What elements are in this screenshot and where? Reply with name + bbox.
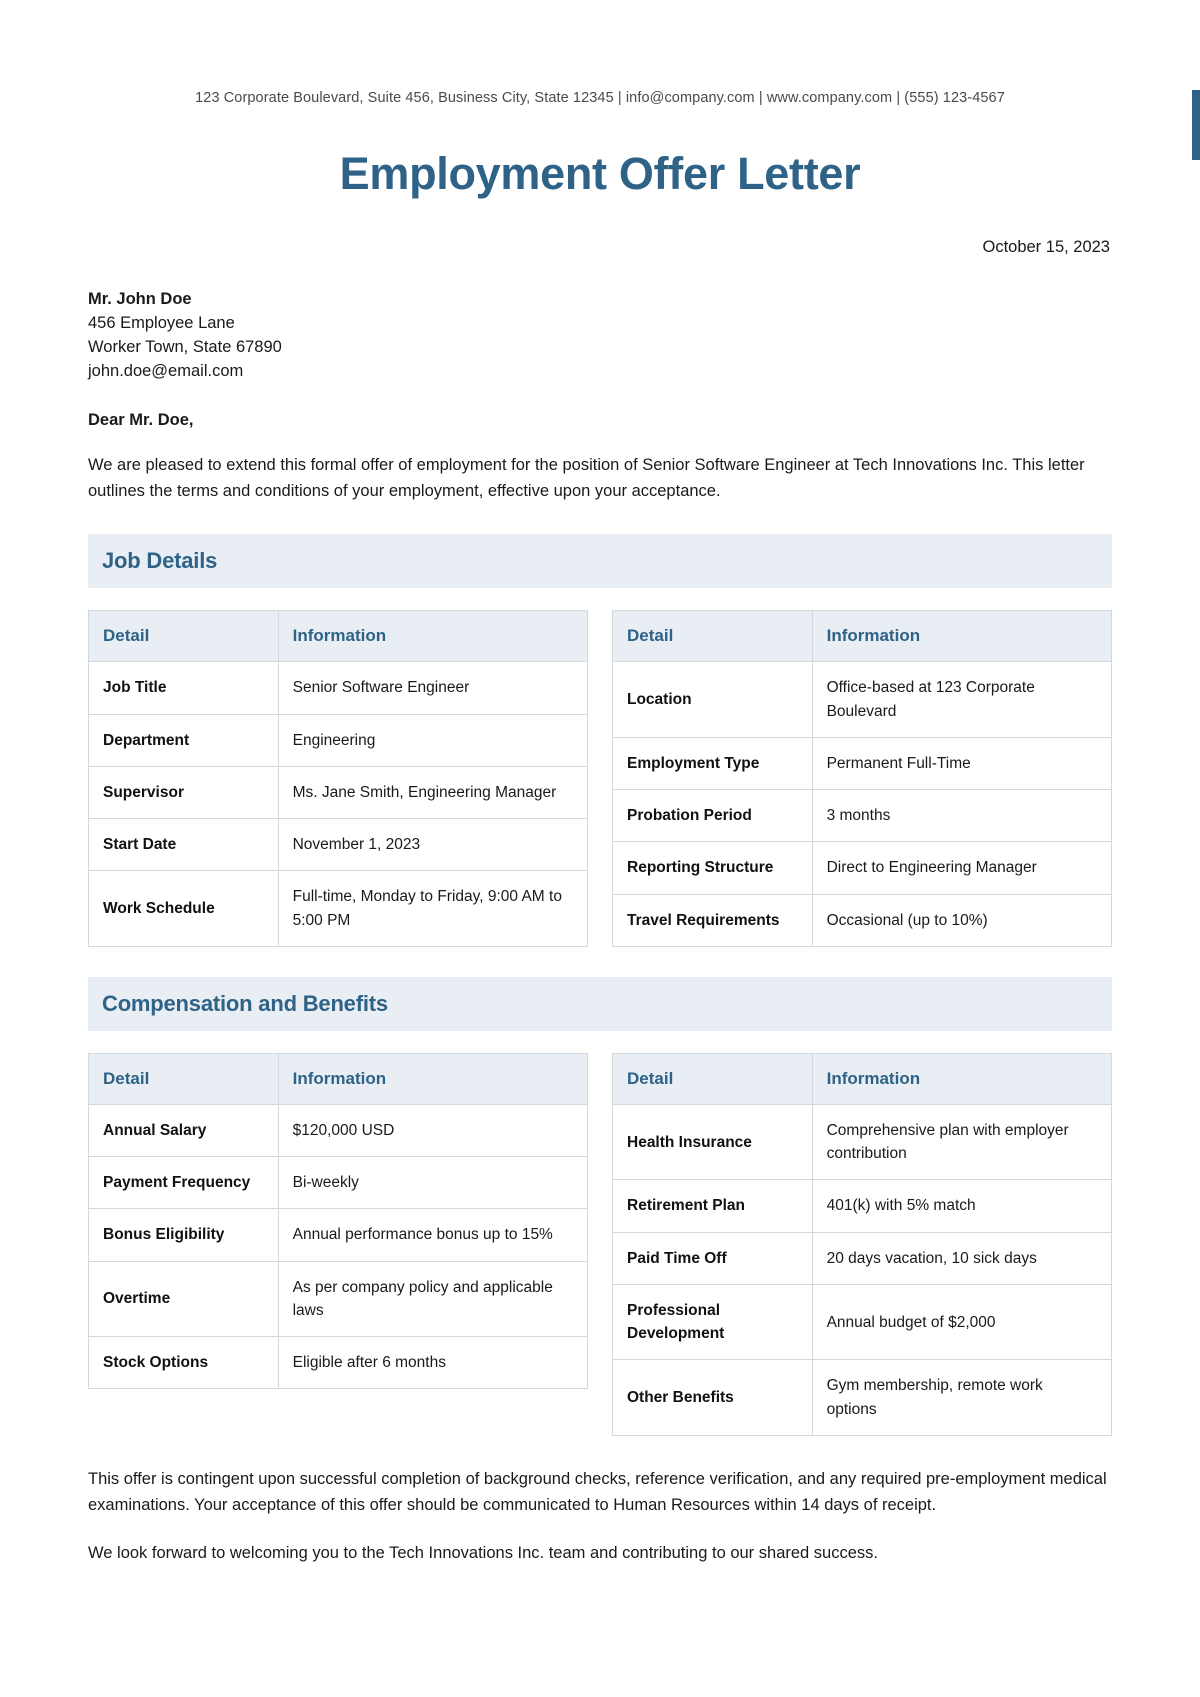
table-row bbox=[613, 1360, 1112, 1436]
row-value: Ms. Jane Smith, Engineering Manager bbox=[278, 766, 587, 818]
table-row bbox=[613, 790, 1112, 842]
row-label: Job Title bbox=[89, 662, 279, 714]
row-label: Location bbox=[613, 662, 813, 738]
row-label: Overtime bbox=[89, 1261, 279, 1337]
table-row bbox=[89, 662, 588, 714]
row-value: November 1, 2023 bbox=[278, 819, 587, 871]
row-value: 20 days vacation, 10 sick days bbox=[812, 1232, 1111, 1284]
row-value: As per company policy and applicable laws bbox=[278, 1261, 587, 1337]
job-details-right-table bbox=[612, 610, 1112, 947]
column-header-detail: Detail bbox=[613, 611, 813, 662]
row-label: Professional Development bbox=[613, 1284, 813, 1360]
page-title: Employment Offer Letter bbox=[339, 148, 861, 199]
table-row bbox=[613, 894, 1112, 946]
table-row bbox=[613, 1232, 1112, 1284]
table-row bbox=[89, 871, 588, 947]
table-header-row bbox=[613, 611, 1112, 662]
compensation-left-table bbox=[88, 1053, 588, 1390]
column-header-information: Information bbox=[812, 1053, 1111, 1104]
row-label: Start Date bbox=[89, 819, 279, 871]
table-row bbox=[613, 842, 1112, 894]
table-row bbox=[613, 1180, 1112, 1232]
row-value: 3 months bbox=[812, 790, 1111, 842]
table-row bbox=[89, 714, 588, 766]
recipient-block bbox=[88, 287, 1112, 383]
row-value: Direct to Engineering Manager bbox=[812, 842, 1111, 894]
row-label: Bonus Eligibility bbox=[89, 1209, 279, 1261]
welcome-paragraph: We look forward to welcoming you to the Tech Innovations Inc. team and contributing to our shared success. bbox=[88, 1544, 878, 1563]
row-label: Annual Salary bbox=[89, 1104, 279, 1156]
recipient-street: 456 Employee Lane bbox=[88, 314, 235, 333]
row-label: Work Schedule bbox=[89, 871, 279, 947]
table-row bbox=[613, 662, 1112, 738]
row-value: Bi-weekly bbox=[278, 1157, 587, 1209]
row-label: Probation Period bbox=[613, 790, 813, 842]
row-value: Senior Software Engineer bbox=[278, 662, 587, 714]
intro-paragraph: We are pleased to extend this formal offer of employment for the position of Senior Software Engineer at Tech Innovations Inc. This letter outlines the terms and conditions of your employment, effective upon your acceptance. bbox=[88, 456, 1085, 501]
row-label: Reporting Structure bbox=[613, 842, 813, 894]
table-row bbox=[613, 1284, 1112, 1360]
section-title: Compensation and Benefits bbox=[102, 990, 388, 1016]
column-header-detail: Detail bbox=[89, 1053, 279, 1104]
table-header-row bbox=[89, 611, 588, 662]
recipient-email: john.doe@email.com bbox=[88, 362, 244, 381]
table-row bbox=[89, 1104, 588, 1156]
recipient-name: Mr. John Doe bbox=[88, 290, 192, 308]
job-details-left-column bbox=[88, 610, 588, 947]
row-label: Retirement Plan bbox=[613, 1180, 813, 1232]
table-row bbox=[89, 1261, 588, 1337]
row-value: 401(k) with 5% match bbox=[812, 1180, 1111, 1232]
job-details-tables bbox=[88, 610, 1112, 947]
contingency-paragraph: This offer is contingent upon successful completion of background checks, reference verification, and any required pre-employment medical examinations. Your acceptance of this offer should be communicated to Human Resources within 14 days of receipt. bbox=[88, 1469, 1107, 1514]
row-value: Office-based at 123 Corporate Boulevard bbox=[812, 662, 1111, 738]
row-label: Other Benefits bbox=[613, 1360, 813, 1436]
row-label: Health Insurance bbox=[613, 1104, 813, 1180]
compensation-left-column bbox=[88, 1053, 588, 1390]
table-row bbox=[613, 737, 1112, 789]
company-contact-line: 123 Corporate Boulevard, Suite 456, Business City, State 12345 | info@company.com | www.company.com | (555) 123-4567 bbox=[195, 90, 1005, 106]
table-row bbox=[89, 1209, 588, 1261]
row-value: Engineering bbox=[278, 714, 587, 766]
column-header-information: Information bbox=[278, 1053, 587, 1104]
section-header-compensation-and-benefits bbox=[88, 977, 1112, 1031]
table-row bbox=[89, 766, 588, 818]
row-value: Annual performance bonus up to 15% bbox=[278, 1209, 587, 1261]
column-header-information: Information bbox=[278, 611, 587, 662]
section-title: Job Details bbox=[102, 548, 218, 574]
row-value: Permanent Full-Time bbox=[812, 737, 1111, 789]
compensation-tables bbox=[88, 1053, 1112, 1436]
row-value: Full-time, Monday to Friday, 9:00 AM to 5:00 PM bbox=[278, 871, 587, 947]
table-header-row bbox=[613, 1053, 1112, 1104]
compensation-right-column bbox=[612, 1053, 1112, 1436]
row-label: Payment Frequency bbox=[89, 1157, 279, 1209]
row-value: Annual budget of $2,000 bbox=[812, 1284, 1111, 1360]
table-row bbox=[89, 1337, 588, 1389]
job-details-right-column bbox=[612, 610, 1112, 947]
row-label: Travel Requirements bbox=[613, 894, 813, 946]
table-row bbox=[613, 1104, 1112, 1180]
column-header-detail: Detail bbox=[89, 611, 279, 662]
row-label: Paid Time Off bbox=[613, 1232, 813, 1284]
row-value: $120,000 USD bbox=[278, 1104, 587, 1156]
recipient-city-state-zip: Worker Town, State 67890 bbox=[88, 338, 282, 357]
row-value: Gym membership, remote work options bbox=[812, 1360, 1111, 1436]
table-row bbox=[89, 1157, 588, 1209]
table-row bbox=[89, 819, 588, 871]
row-label: Supervisor bbox=[89, 766, 279, 818]
row-label: Stock Options bbox=[89, 1337, 279, 1389]
salutation: Dear Mr. Doe, bbox=[88, 411, 194, 430]
letter-date: October 15, 2023 bbox=[982, 238, 1110, 256]
closing-paragraphs bbox=[88, 1466, 1112, 1566]
row-value: Comprehensive plan with employer contribution bbox=[812, 1104, 1111, 1180]
job-details-left-table bbox=[88, 610, 588, 947]
page-edge-marker bbox=[1192, 90, 1200, 160]
table-header-row bbox=[89, 1053, 588, 1104]
compensation-right-table bbox=[612, 1053, 1112, 1436]
row-value: Occasional (up to 10%) bbox=[812, 894, 1111, 946]
row-label: Employment Type bbox=[613, 737, 813, 789]
column-header-information: Information bbox=[812, 611, 1111, 662]
row-value: Eligible after 6 months bbox=[278, 1337, 587, 1389]
column-header-detail: Detail bbox=[613, 1053, 813, 1104]
section-header-job-details bbox=[88, 534, 1112, 588]
row-label: Department bbox=[89, 714, 279, 766]
